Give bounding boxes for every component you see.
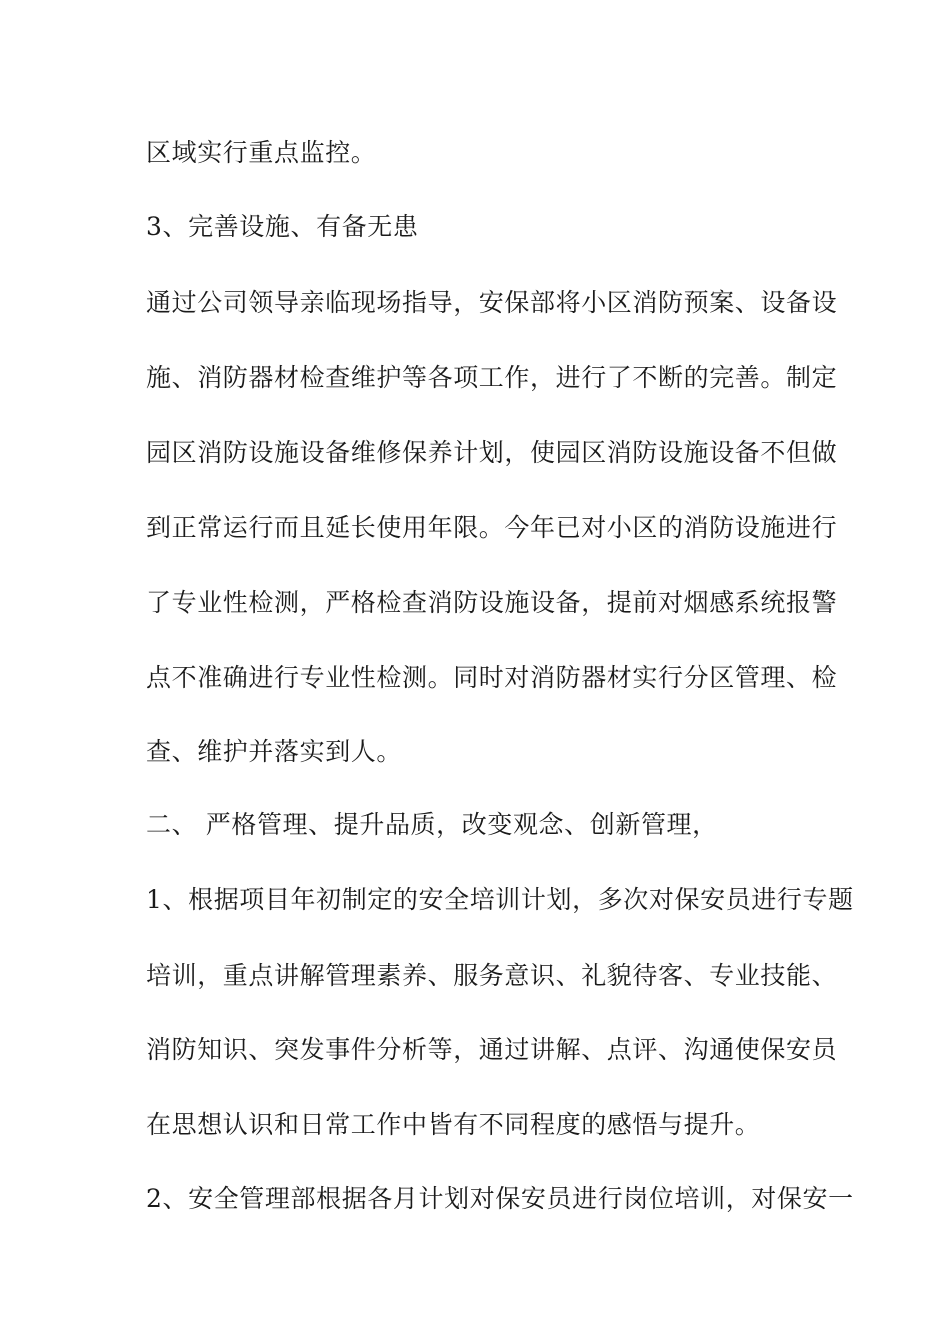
- text-line-13: 消防知识、突发事件分析等，通过讲解、点评、沟通使保安员: [146, 1035, 838, 1064]
- text-line-6: 到正常运行而且延长使用年限。今年已对小区的消防设施进行: [146, 513, 838, 542]
- text-line-15: 2、安全管理部根据各月计划对保安员进行岗位培训，对保安一: [146, 1184, 854, 1213]
- text-line-8: 点不准确进行专业性检测。同时对消防器材实行分区管理、检: [146, 663, 838, 692]
- text-line-4: 施、消防器材检查维护等各项工作，进行了不断的完善。制定: [146, 363, 838, 392]
- text-line-3: 通过公司领导亲临现场指导，安保部将小区消防预案、设备设: [146, 288, 838, 317]
- text-line-9: 查、维护并落实到人。: [146, 737, 403, 766]
- text-line-5: 园区消防设施设备维修保养计划，使园区消防设施设备不但做: [146, 438, 838, 467]
- text-line-14: 在思想认识和日常工作中皆有不同程度的感悟与提升。: [146, 1110, 761, 1139]
- text-line-7: 了专业性检测，严格检查消防设施设备，提前对烟感系统报警: [146, 588, 838, 617]
- section-heading-3: 3、完善设施、有备无患: [146, 212, 419, 241]
- text-line-1: 区域实行重点监控。: [146, 138, 377, 167]
- section-heading-2: 二、 严格管理、提升品质，改变观念、创新管理，: [146, 810, 718, 839]
- text-line-12: 培训，重点讲解管理素养、服务意识、礼貌待客、专业技能、: [146, 961, 838, 990]
- text-line-11: 1、根据项目年初制定的安全培训计划，多次对保安员进行专题: [146, 885, 854, 914]
